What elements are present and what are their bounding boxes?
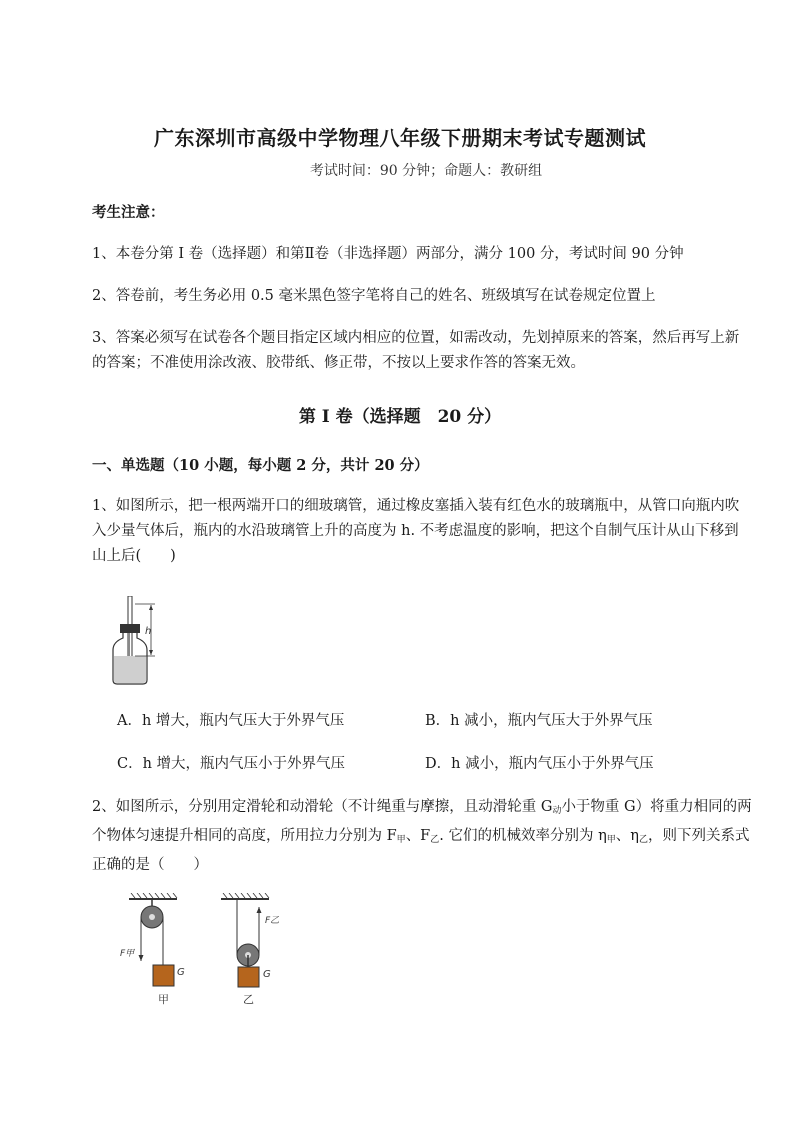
section-title: 第 I 卷（选择题 20 分） [298,407,502,427]
part-heading: 一、单选题（10 小题，每小题 2 分，共计 20 分） [92,457,429,474]
exam-title: 广东深圳市高级中学物理八年级下册期末考试专题测试 [154,126,646,150]
right-caption: 乙 [243,993,254,1006]
notice-item-2: 2、答卷前，考生务必用 0.5 毫米黑色签字笔将自己的姓名、班级填写在试卷规定位置上 [92,288,656,304]
barometer-h-label: h [145,626,152,637]
pulley-figure [115,893,295,1008]
q1-option-a: A．h 增大，瓶内气压大于外界气压 [117,713,345,729]
right-force-label: F乙 [265,916,280,926]
exam-subtitle: 考试时间：90 分钟；命题人：教研组 [309,163,543,179]
question-2-text: 2、如图所示，分别用定滑轮和动滑轮（不计绳重与摩擦，且动滑轮重 $G_动$小于物重 G）将重力相同的两个物体匀速提升相同的高度，所用拉力分别为 $F_甲$、$F_乙$. 它们的机械效率分别为 $\eta_甲$、$\eta_乙$，则下列关系式正确的是（ ） [92,799,752,873]
left-caption: 甲 [158,993,169,1006]
notice-heading: 考生注意： [92,204,165,221]
q1-option-b: B．h 减小，瓶内气压大于外界气压 [425,713,653,729]
notice-item-1: 1、本卷分第 I 卷（选择题）和第Ⅱ卷（非选择题）两部分，满分 100 分，考试时间 90 分钟 [92,246,684,262]
left-force-label: F甲 [120,949,135,959]
question-1-text: 1、如图所示，把一根两端开口的细玻璃管，通过橡皮塞插入装有红色水的玻璃瓶中，从管口向瓶内吹入少量气体后，瓶内的水沿玻璃管上升的高度为 h. 不考虑温度的影响，把这个自制气压计从山下移到山上后( ) [92,498,740,564]
barometer-figure [105,596,175,686]
notice-item-3: 3、答案必须写在试卷各个题目指定区域内相应的位置，如需改动，先划掉原来的答案，然后再写上新的答案；不准使用涂改液、胶带纸、修正带，不按以上要求作答的答案无效。 [92,330,740,371]
left-weight-label: G [177,967,185,978]
q1-option-d: D．h 减小，瓶内气压小于外界气压 [425,756,654,772]
right-weight-label: G [263,969,271,980]
q1-option-c: C．h 增大，瓶内气压小于外界气压 [117,756,346,772]
